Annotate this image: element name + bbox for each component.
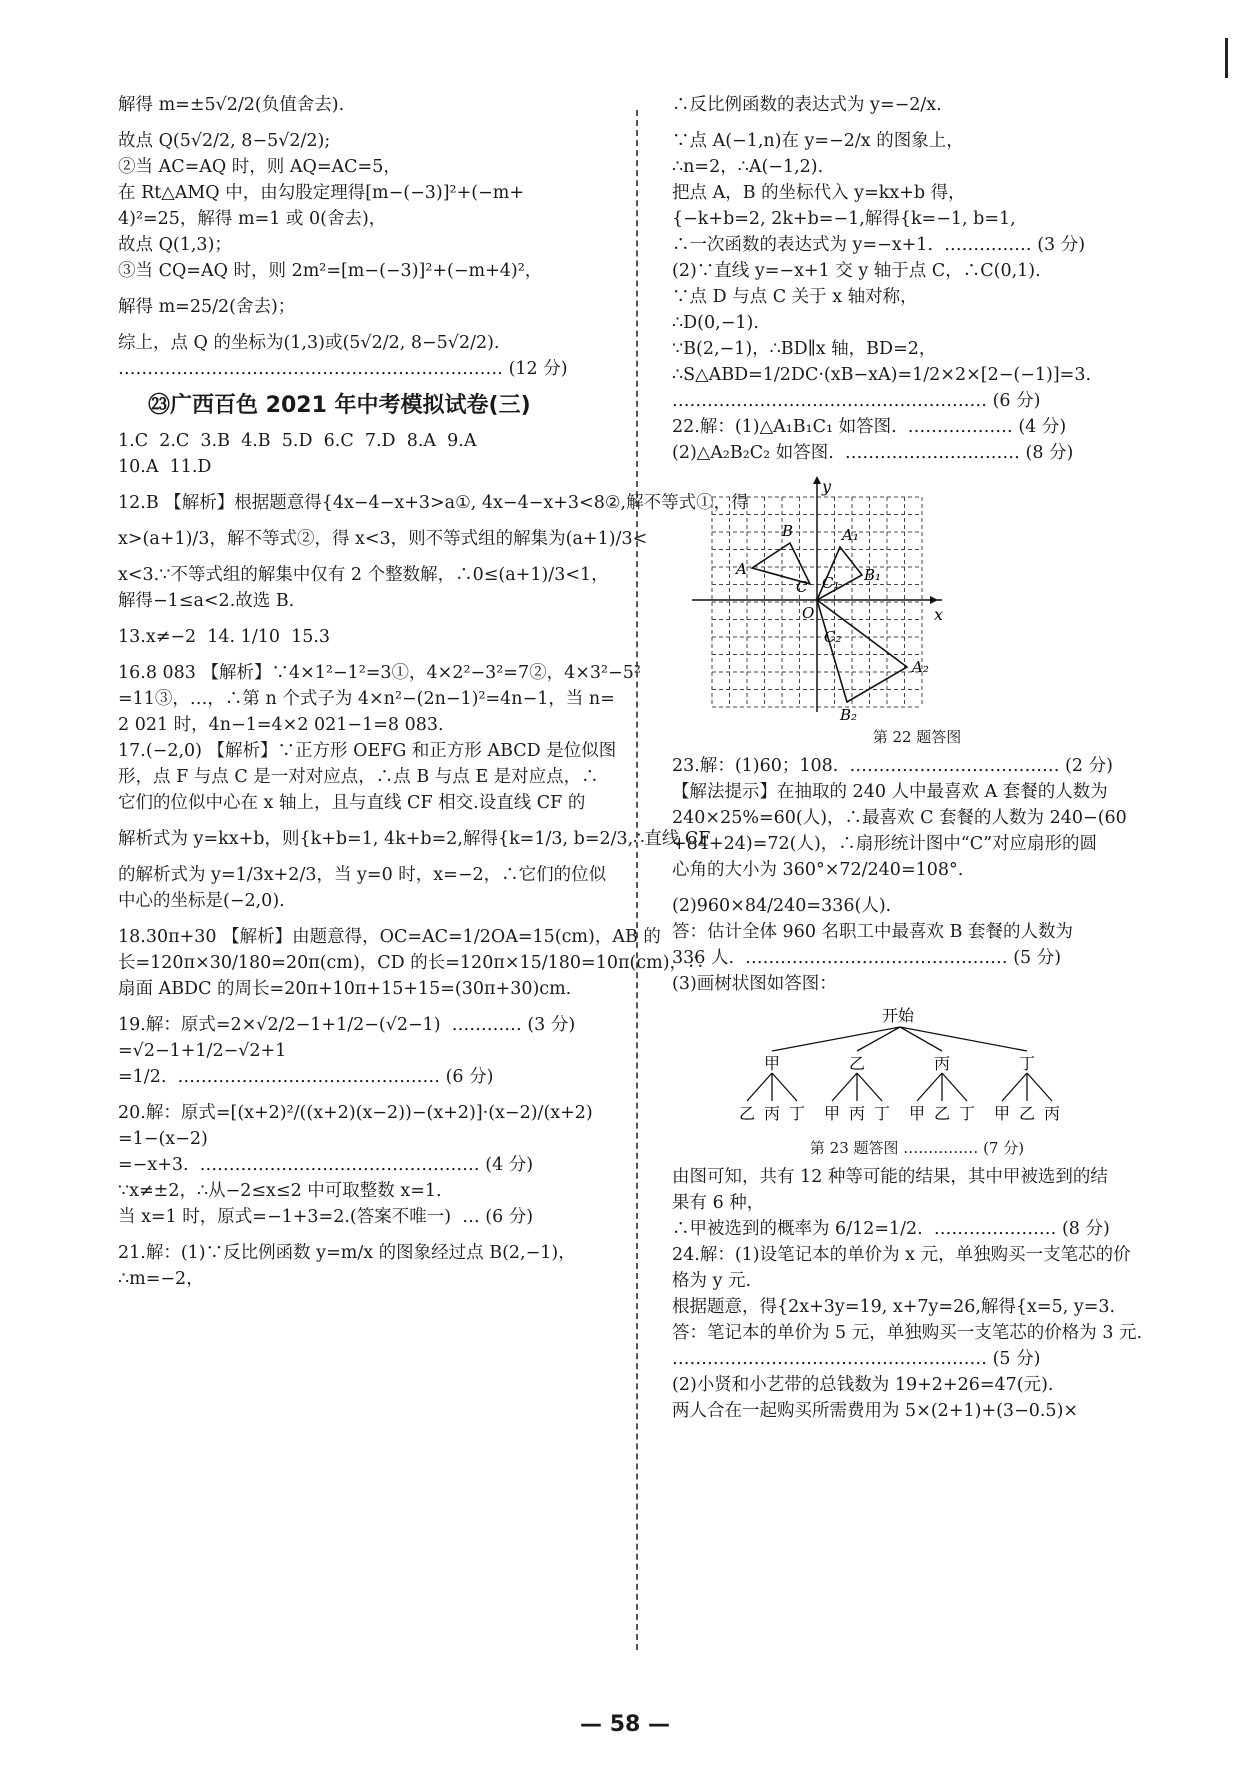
tree-leaf: 乙 [1019, 1104, 1036, 1123]
tree-node: 丙 [934, 1054, 951, 1073]
answer-line: =√2−1+1/2−√2+1 [118, 1041, 287, 1061]
answer-line: 20.解：原式=[(x+2)²/((x+2)(x−2))−(x+2)]·(x−2)/(x+2) [118, 1103, 593, 1123]
right-column [672, 92, 1162, 1424]
right-line: 22.解：(1)△A₁B₁C₁ 如答图. ……………… (4 分) [672, 417, 1067, 437]
right-line: 【解法提示】在抽取的 240 人中最喜欢 A 套餐的人数为 [672, 782, 1108, 802]
origin-label: O [802, 604, 815, 622]
tree-node: 甲 [764, 1054, 781, 1073]
answer-line: 的解析式为 y=1/3x+2/3，当 y=0 时，x=−2，∴它们的位似 [118, 865, 607, 885]
right-line: (3)画树状图如答图： [672, 974, 837, 994]
answer-line: 1.C 2.C 3.B 4.B 5.D 6.C 7.D 8.A 9.A [118, 431, 477, 451]
answer-line: x>(a+1)/3，解不等式②，得 x<3，则不等式组的解集为(a+1)/3< [118, 529, 648, 549]
tree-node: 丁 [1019, 1054, 1036, 1073]
left-line: 在 Rt△AMQ 中，由勾股定理得[m−(−3)]²+(−m+ [118, 183, 524, 203]
section-title: ㉓广西百色 2021 年中考模拟试卷(三) [148, 393, 531, 418]
answer-line: =1−(x−2) [118, 1129, 208, 1149]
right-line: (2)△A₂B₂C₂ 如答图. ………………………… (8 分) [672, 443, 1074, 463]
answer-line: =1/2. ……………………………………… (6 分) [118, 1067, 494, 1087]
right-line: (2)960×84/240=336(人). [672, 896, 892, 916]
tree-leaf: 乙 [739, 1104, 756, 1123]
left-line: ②当 AC=AQ 时，则 AQ=AC=5， [118, 157, 401, 177]
right-line: 两人合在一起购买所需费用为 5×(2+1)+(3−0.5)× [672, 1401, 1079, 1421]
right-line: 由图可知，共有 12 种等可能的结果，其中甲被选到的结 [672, 1167, 1108, 1187]
tree-leaf: 丙 [849, 1104, 866, 1123]
score: (7 分) [983, 1139, 1025, 1157]
tree-leaf: 丁 [959, 1104, 976, 1123]
answer-line: x<3.∵不等式组的解集中仅有 2 个整数解，∴0≤(a+1)/3<1， [118, 565, 609, 585]
answer-line: 解析式为 y=kx+b，则{k+b=1, 4k+b=2,解得{k=1/3, b=2/3,∴直线 CF [118, 829, 711, 849]
point-label: B [782, 522, 794, 540]
answer-line: 2 021 时，4n−1=4×2 021−1=8 083. [118, 715, 444, 735]
right-line: 240×25%=60(人)，∴最喜欢 C 套餐的人数为 240−(60 [672, 808, 1127, 828]
right-line: ∴反比例函数的表达式为 y=−2/x. [672, 95, 942, 115]
answer-line: 它们的位似中心在 x 轴上，且与直线 CF 相交.设直线 CF 的 [118, 793, 586, 813]
tree-leaf: 甲 [909, 1104, 926, 1123]
right-line: ∵点 D 与点 C 关于 x 轴对称， [672, 287, 918, 307]
answer-line: ∵x≠±2，∴从−2≤x≤2 中可取整数 x=1. [118, 1181, 442, 1201]
right-line: ∴n=2，∴A(−1,2). [672, 157, 824, 177]
right-line: 答：笔记本的单价为 5 元，单独购买一支笔芯的价格为 3 元. [672, 1323, 1143, 1343]
point-label: A₂ [912, 658, 929, 676]
point-label: C₂ [824, 628, 842, 646]
answer-line: 18.30π+30 【解析】由题意得，OC=AC=1/2OA=15(cm)，AB 的 [118, 927, 661, 947]
right-line: ∵点 A(−1,n)在 y=−2/x 的图象上， [672, 131, 964, 151]
answer-line: 17.(−2,0) 【解析】∵正方形 OEFG 和正方形 ABCD 是位似图 [118, 741, 617, 761]
figure-caption: 第 23 题答图 [809, 1139, 899, 1157]
answer-line: 12.B 【解析】根据题意得{4x−4−x+3>a①, 4x−4−x+3<8②,解不等式①，得 [118, 493, 749, 513]
right-line: ∴甲被选到的概率为 6/12=1/2. ………………… (8 分) [672, 1219, 1110, 1239]
right-line: ∵B(2,−1)，∴BD∥x 轴，BD=2， [672, 339, 937, 359]
left-line: 4)²=25，解得 m=1 或 0(舍去)， [118, 209, 387, 229]
answer-line: 19.解：原式=2×√2/2−1+1/2−(√2−1) ………… (3 分) [118, 1015, 576, 1035]
left-line: 故点 Q(1,3)； [118, 235, 232, 255]
right-line: 23.解：(1)60；108. ……………………………… (2 分) [672, 756, 1113, 776]
left-line: 解得 m=±5√2/2(负值舍去). [118, 95, 345, 115]
right-line: ∴S△ABD=1/2DC·(xB−xA)=1/2×2×[2−(−1)]=3. [672, 365, 1092, 385]
answer-line: ∴m=−2， [118, 1269, 204, 1289]
answer-line: 解得−1≤a<2.故选 B. [118, 591, 295, 611]
tree-leaf: 丙 [1044, 1104, 1061, 1123]
left-line: 解得 m=25/2(舍去)； [118, 297, 296, 317]
axis-label-x: x [934, 605, 944, 624]
right-line: 24.解：(1)设笔记本的单价为 x 元，单独购买一支笔芯的价 [672, 1245, 1131, 1265]
tree-leaf: 乙 [934, 1104, 951, 1123]
tree-leaf: 甲 [994, 1104, 1011, 1123]
answer-line: =11③，…，∴第 n 个式子为 4×n²−(2n−1)²=4n−1，当 n= [118, 689, 615, 709]
right-line: {−k+b=2, 2k+b=−1,解得{k=−1, b=1, [672, 209, 1016, 229]
coordinate-grid-figure [672, 472, 1162, 722]
point-label: A₁ [842, 526, 859, 544]
point-label: C₁ [822, 574, 840, 592]
tree-diagram: 开始 甲 乙 丙 丁 乙 丙 丁 甲 丙 丁 甲 乙 丁 甲 乙 丙 第 23 题答图 …………… (7 分) [739, 1006, 1061, 1157]
right-line: ……………………………………………… (6 分) [672, 391, 1041, 411]
point-label: B₂ [840, 706, 858, 722]
right-line: ……………………………………………… (5 分) [672, 1349, 1041, 1369]
right-line: 格为 y 元. [672, 1271, 752, 1291]
right-line: +84+24)=72(人)，∴扇形统计图中“C”对应扇形的圆 [672, 834, 1098, 854]
right-line: 把点 A，B 的坐标代入 y=kx+b 得， [672, 183, 966, 203]
answer-line: 13.x≠−2 14. 1/10 15.3 [118, 627, 331, 647]
tree-leaf: 丁 [874, 1104, 891, 1123]
tree-leaf: 丁 [789, 1104, 806, 1123]
right-line: 根据题意，得{2x+3y=19, x+7y=26,解得{x=5, y=3. [672, 1297, 1116, 1317]
tree-leaf: 甲 [824, 1104, 841, 1123]
right-line: 答：估计全体 960 名职工中最喜欢 B 套餐的人数为 [672, 922, 1074, 942]
left-line: 故点 Q(5√2/2, 8−5√2/2); [118, 131, 331, 151]
page-number: — 58 — [580, 1712, 670, 1737]
right-line: 果有 6 种， [672, 1193, 765, 1213]
answer-line: 形，点 F 与点 C 是一对对应点，∴点 B 与点 E 是对应点，∴ [118, 767, 599, 787]
answer-line: 扇面 ABDC 的周长=20π+10π+15+15=(30π+30)cm. [118, 979, 572, 999]
left-line: 综上，点 Q 的坐标为(1,3)或(5√2/2, 8−5√2/2). [118, 333, 500, 353]
left-line: ③当 CQ=AQ 时，则 2m²=[m−(−3)]²+(−m+4)²， [118, 261, 543, 281]
column-divider [636, 110, 638, 1650]
left-line: ………………………………………………………… (12 分) [118, 359, 568, 379]
right-line: ∴一次函数的表达式为 y=−x+1. …………… (3 分) [672, 235, 1086, 255]
figure-22 [672, 472, 1162, 747]
right-line: ∴D(0,−1). [672, 313, 759, 333]
right-line: 心角的大小为 360°×72/240=108°. [672, 860, 964, 880]
answer-line: 21.解：(1)∵反比例函数 y=m/x 的图象经过点 B(2,−1)， [118, 1243, 576, 1263]
answer-line: 16.8 083 【解析】∵4×1²−1²=3①，4×2²−3²=7②，4×3²−5² [118, 663, 641, 683]
tree-node: 乙 [849, 1054, 866, 1073]
figure-caption: 第 22 题答图 [872, 728, 962, 746]
point-label: B₁ [864, 566, 882, 584]
tree-leaf: 丙 [764, 1104, 781, 1123]
right-line: 336 人. ……………………………………… (5 分) [672, 948, 1062, 968]
answer-line: 中心的坐标是(−2,0). [118, 891, 285, 911]
edge-mark [1225, 38, 1228, 78]
answer-line: =−x+3. ………………………………………… (4 分) [118, 1155, 534, 1175]
tree-root: 开始 [882, 1006, 915, 1025]
axis-label-y: y [822, 477, 832, 496]
point-label: A [736, 560, 747, 578]
right-line: (2)小贤和小艺带的总钱数为 19+2+26=47(元). [672, 1375, 1054, 1395]
answer-line: 长=120π×30/180=20π(cm)，CD 的长=120π×15/180=10π(cm)，∴ [118, 953, 705, 973]
answer-line: 10.A 11.D [118, 457, 212, 477]
point-label: C [796, 578, 808, 596]
right-line: (2)∵直线 y=−x+1 交 y 轴于点 C，∴C(0,1). [672, 261, 1041, 281]
answer-line: 当 x=1 时，原式=−1+3=2.(答案不唯一) … (6 分) [118, 1207, 534, 1227]
